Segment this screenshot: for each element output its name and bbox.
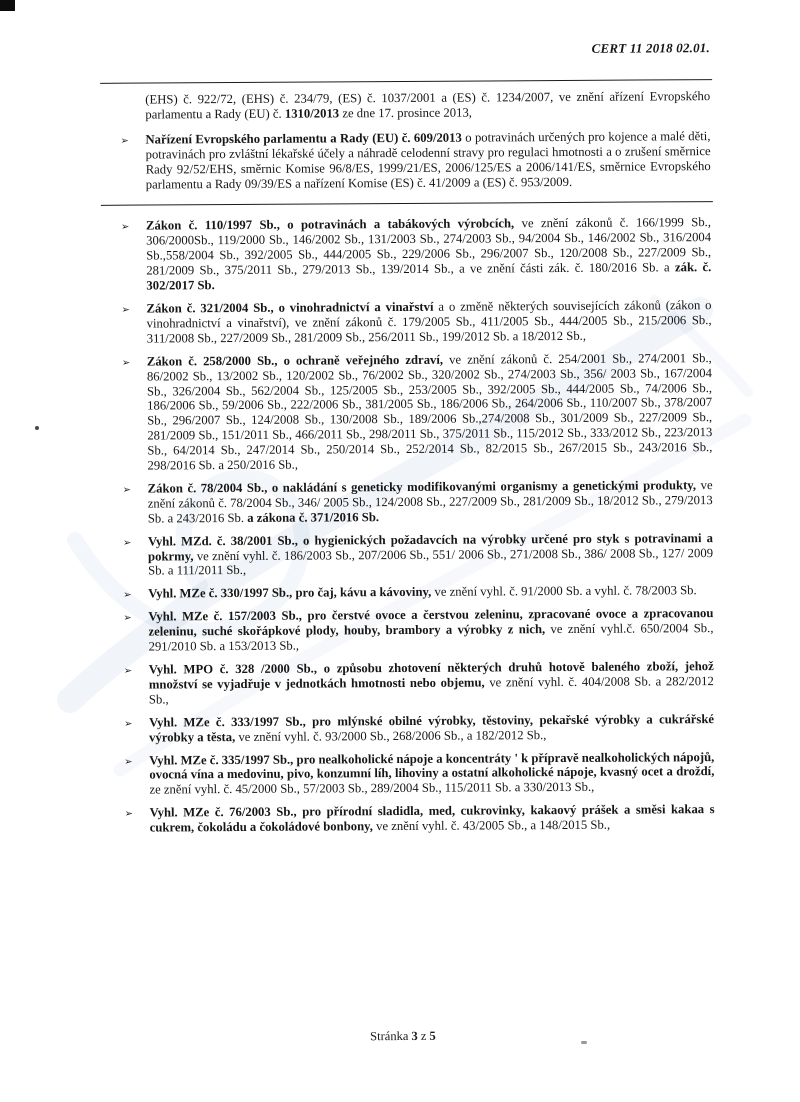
bullet-arrow-icon: ➢ xyxy=(122,484,132,496)
section-divider xyxy=(101,202,713,207)
text-segment: Vyhl. MZe č. 333/1997 Sb., pro mlýnské obilné výrobky, těstoviny, pekařské výrobky a cukrářské výrobky a těsta, xyxy=(149,711,715,745)
law-list-item xyxy=(120,215,712,294)
text-segment: Zákon č. 78/2004 Sb., o nakládání s geneticky modifikovanými organismy a genetickými produkty, xyxy=(147,478,697,496)
bullet-arrow-icon: ➢ xyxy=(120,222,130,234)
text-segment: ve znění vyhl. č. 43/2005 Sb., a 148/2015 Sb., xyxy=(372,817,611,834)
law-item-text xyxy=(150,802,715,834)
text-segment: Vyhl. MPO č. 328 /2000 Sb., o způsobu zhotovení některých druhů hotově baleného zboží, jehož množství se vyjadřuje v jednotkách hmotnosti nebo objemu, xyxy=(148,659,714,692)
text-segment: a o změně některých souvisejících zákonů (zákon o vinohradnictví a vinařství), ve znění zákonů č. 179/2005 Sb., 411/2005 Sb., 444/2005 Sb., 215/2006 Sb., 311/2008 Sb., 227/2009 Sb., 281/2009 Sb., 256/2011 Sb., 199/2012 Sb. a 18/2012 Sb., xyxy=(146,298,712,346)
bullet-arrow-icon: ➢ xyxy=(121,304,130,316)
bullet-arrow-icon: ➢ xyxy=(123,665,133,677)
law-list-item xyxy=(122,530,714,579)
law-list-item xyxy=(123,583,713,602)
page-number: 3 xyxy=(411,1028,418,1043)
text-segment: Vyhl. MZe č. 157/2003 Sb., pro čerstvé ovoce a čerstvou zeleninu, zpracované ovoce a zpracovanou zeleninu, suché skořápkové plody, houby, brambory a výrobky z nich, xyxy=(148,606,714,639)
text-segment: ve znění zákonů č. 166/1999 Sb., 306/2000Sb., 119/2000 Sb., 146/2002 Sb., 131/2003 Sb., 274/2003 Sb., 94/2004 Sb., 146/2002 Sb., 316/2004 Sb.,558/2004 Sb., 392/2005 Sb., 444/2005 Sb., 229/2006 Sb., 296/2007 Sb., 120/2008 Sb., 227/2009 Sb., 281/2009 Sb., 375/2011 Sb., 279/2013 Sb., 139/2014 Sb., a ve znění části zák. č. 180/2016 Sb. a xyxy=(146,215,712,278)
law-item-text xyxy=(148,584,696,601)
law-list-item xyxy=(121,350,713,474)
law-item-text xyxy=(146,216,711,293)
text-segment: Vyhl. MZe č. 335/1997 Sb., pro nealkoholické nápoje a koncentráty ' k přípravě nealkoholických nápojů, ovocná vína a medovinu, pivo, konzumní líh, lihoviny a ostatní alkoholické nápoje, kvasný ocet a droždí, xyxy=(149,749,715,782)
text-segment: Vyhl. MZd. č. 38/2001 Sb., o hygienických požadavcích na výrobky určené pro styk s potravinami a pokrmy, xyxy=(147,530,713,564)
law-list-item xyxy=(123,606,714,654)
law-list-item xyxy=(122,478,713,526)
law-item-text xyxy=(145,129,710,191)
national-law-list xyxy=(120,215,715,836)
text-segment: ve znění vyhl. č. 93/2000 Sb., 268/2006 Sb., a 182/2012 Sb., xyxy=(235,727,547,744)
text-segment: a zákona č. 371/2016 Sb. xyxy=(247,509,380,525)
law-list-item xyxy=(124,711,715,745)
text-segment: ve znění zákonů č. 78/2004 Sb., 346/ 2005 Sb., 124/2008 Sb., 227/2009 Sb., 281/2009 Sb., 18/2012 Sb., 279/2013 Sb. a 243/2016 Sb. xyxy=(147,478,713,526)
text-segment: Zákon č. 110/1997 Sb., o potravinách a tabákových výrobcích, xyxy=(145,216,515,233)
doc-code: CERT 11 2018 02.01. xyxy=(591,40,710,56)
text-segment: Nařízení Evropského parlamentu a Rady (EU) č. 609/2013 xyxy=(145,130,462,147)
law-list-item xyxy=(120,128,711,192)
footer-label: Stránka xyxy=(370,1028,412,1044)
bullet-arrow-icon: ➢ xyxy=(122,537,132,549)
page-total: 5 xyxy=(429,1028,436,1043)
text-segment: Zákon č. 321/2004 Sb., o vinohradnictví a vinařství xyxy=(146,299,434,316)
bullet-arrow-icon: ➢ xyxy=(120,135,129,147)
text-segment: ve znění vyhl.č. 650/2004 Sb., 291/2010 Sb. a 153/2013 Sb., xyxy=(148,621,714,654)
law-item-text xyxy=(149,750,714,797)
bullet-arrow-icon: ➢ xyxy=(124,756,133,768)
law-item-text xyxy=(149,712,714,744)
text-segment: ve znění zákonů č. 254/2001 Sb., 274/2001 Sb., 86/2002 Sb., 13/2002 Sb., 120/2002 Sb., 76/2002 Sb., 320/2002 Sb., 274/2003 Sb., 356/ 2003 Sb., 167/2004 Sb., 326/2004 Sb., 562/2004 Sb., 125/2005 Sb., 253/2005 Sb., 392/2005 Sb., 444/2005 Sb., 74/2006 Sb., 186/2006 Sb., 59/2006 Sb., 222/2006 Sb., 381/2005 Sb., 186/2006 Sb., 264/2006 Sb., 110/2007 Sb., 378/2007 Sb., 296/2007 Sb., 124/2008 Sb., 130/2008 Sb., 189/2006 Sb.,274/2008 Sb., 301/2009 Sb., 227/2009 Sb., 281/2009 Sb., 151/2011 Sb., 466/2011 Sb., 298/2011 Sb., 375/2011 Sb., 115/2012 Sb., 333/2012 Sb., 223/2013 Sb., 64/2014 Sb., 247/2014 Sb., 250/2014 Sb., 252/2014 Sb., 82/2015 Sb., 267/2015 Sb., 243/2016 Sb., 298/2016 Sb. a 250/2016 Sb., xyxy=(146,350,713,473)
law-list-item xyxy=(121,298,712,346)
text-segment: o potravinách určených pro kojence a malé děti, potravinách pro zvláštní lékařské účely a náhradě celodenní stravy pro regulaci hmotnosti a o zrušení směrnice Rady 92/52/EHS, směrnic Komise 96/8/ES, 1999/21/ES, 2006/125/ES a 2006/141/ES, směrnice Evropského parlamentu a Rady 09/39/ES a nařízení Komise (ES) č. 41/2009 a (ES) č. 953/2009. xyxy=(145,128,711,192)
law-item-text xyxy=(148,606,713,653)
law-item-text xyxy=(147,351,713,473)
law-item-text xyxy=(149,659,714,706)
text-segment: ve znění vyhl. č. 186/2003 Sb., 207/2006 Sb., 551/ 2006 Sb., 271/2008 Sb., 386/ 2008 Sb., 127/ 2009 Sb. a 111/2011 Sb., xyxy=(148,545,714,579)
bullet-arrow-icon: ➢ xyxy=(124,808,134,820)
text-segment: 1310/2013 xyxy=(284,106,340,121)
law-item-text xyxy=(146,298,711,345)
text-segment: zák. č. 302/2017 Sb. xyxy=(146,260,712,293)
text-segment: ze dne 17. prosince 2013, xyxy=(339,105,473,121)
page-footer xyxy=(3,1027,800,1047)
text-segment: Vyhl. MZe č. 330/1997 Sb., pro čaj, kávu a kávoviny, xyxy=(148,585,432,601)
page-content xyxy=(120,89,715,836)
law-item-text xyxy=(148,478,713,525)
text-segment: Vyhl. MZe č. 76/2003 Sb., pro přírodní sladidla, med, cukrovinky, kakaový prášek a směsi kakaa s cukrem, čokoládu a čokoládové bonbony, xyxy=(149,802,715,835)
bullet-arrow-icon: ➢ xyxy=(123,590,132,602)
law-list-item xyxy=(124,749,715,798)
bullet-arrow-icon: ➢ xyxy=(123,612,132,624)
footer-separator: z xyxy=(417,1028,430,1043)
text-segment: ve znění vyhl. č. 404/2008 Sb. a 282/2012 Sb., xyxy=(148,673,714,707)
text-segment: ze znění vyhl. č. 45/2000 Sb., 57/2003 Sb., 289/2004 Sb., 115/2011 Sb. a 330/2013 Sb., xyxy=(149,780,595,797)
law-list-item xyxy=(124,802,715,835)
header-rule xyxy=(100,79,712,84)
bullet-arrow-icon: ➢ xyxy=(121,357,131,369)
eu-regulation-list xyxy=(120,128,711,192)
text-segment: (EHS) č. 922/72, (EHS) č. 234/79, (ES) č. 1037/2001 a (ES) č. 1234/2007, ve znění ařízení Evropského parlamentu a Rady (EU) č. xyxy=(145,89,711,122)
text-segment: Zákon č. 258/2000 Sb., o ochraně veřejného zdraví, xyxy=(146,352,444,369)
law-item-text xyxy=(148,531,713,578)
intro-paragraph xyxy=(145,89,710,122)
law-list-item xyxy=(123,659,714,707)
text-segment: ve znění vyhl. č. 91/2000 Sb. a vyhl. č. 78/2003 Sb. xyxy=(431,583,697,600)
bullet-arrow-icon: ➢ xyxy=(124,718,133,730)
